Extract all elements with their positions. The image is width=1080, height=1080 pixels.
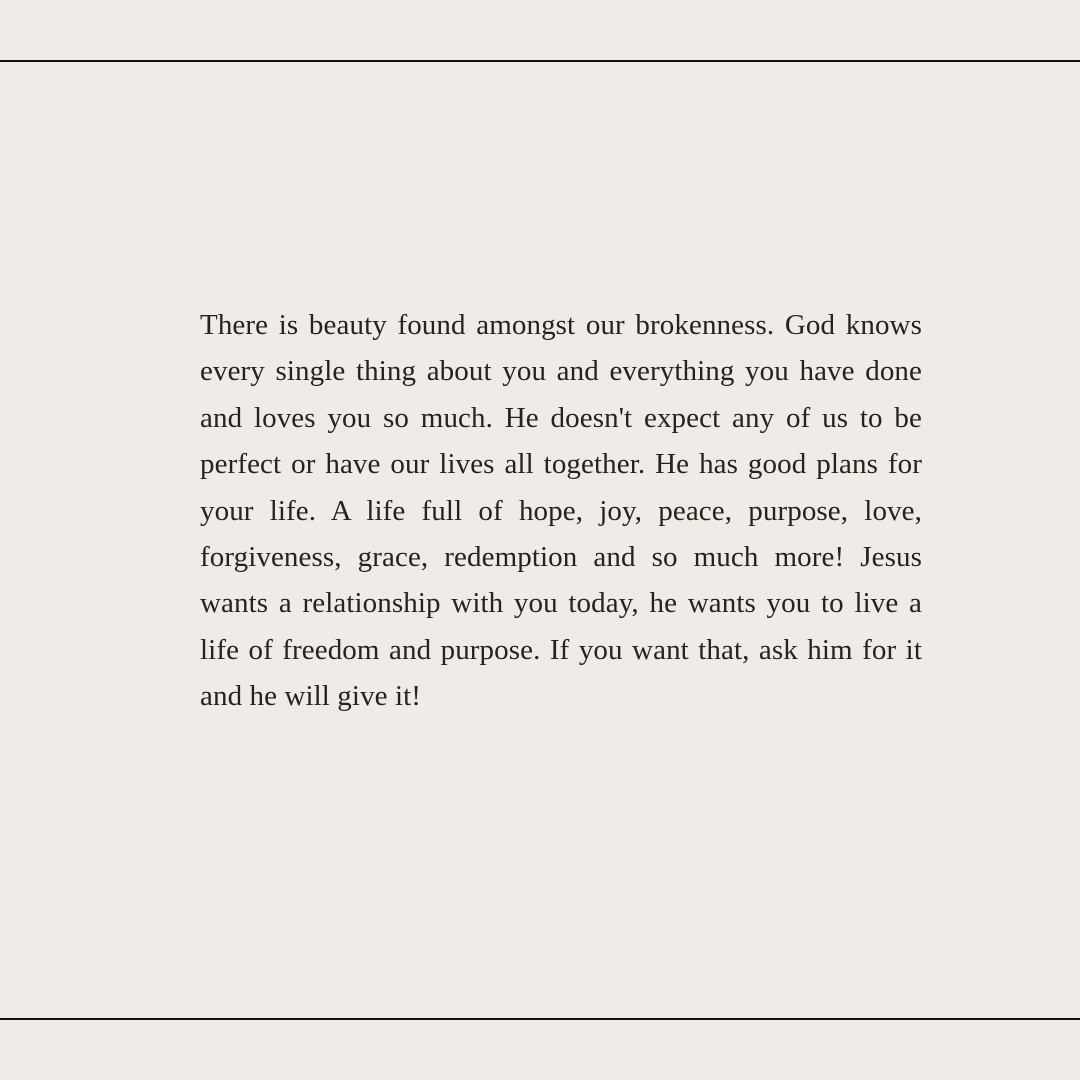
bottom-divider — [0, 1018, 1080, 1020]
top-divider — [0, 60, 1080, 62]
body-passage: There is beauty found amongst our brokenness. God knows every single thing about you and everything you have done and loves you so much. He doesn't expect any of us to be perfect or have our lives all together. He has good plans for your life. A life full of hope, joy, peace, purpose, love, forgiveness, grace, redemption and so much more! Jesus wants a relationship with you today, he wants you to live a life of freedom and purpose. If you want that, ask him for it and he will give it! — [200, 309, 922, 713]
